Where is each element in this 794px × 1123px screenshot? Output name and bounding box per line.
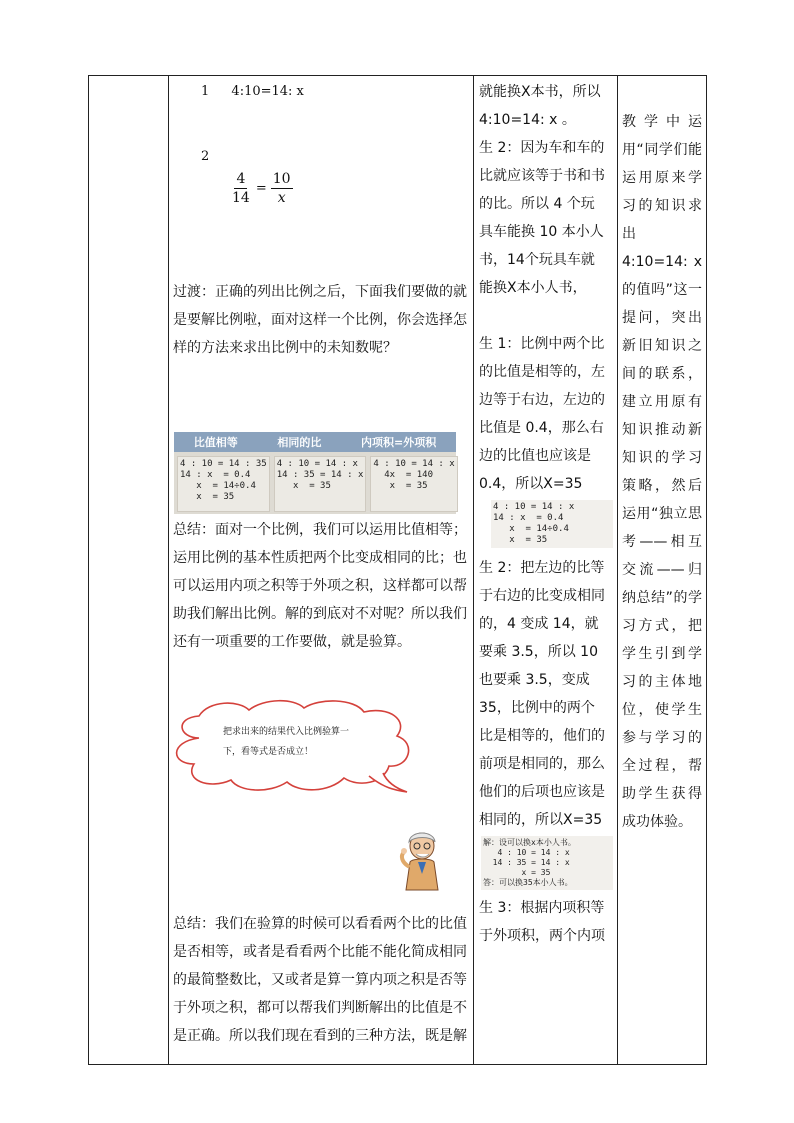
methods-header <box>174 432 456 452</box>
student-answer-2b: 生 2：把左边的比等于右边的比变成相同的，4 变成 14，就要乘 3.5，所以 10 也要乘 3.5，变成 35，比例中的两个比是相等的，他们的前项是相同的，那么他们的后项也应该是相同的，所以X=35 <box>479 560 605 828</box>
summary-text-2: 总结：我们在验算的时候可以看看两个比的比值是否相等，或者是看看两个比能不能化简成相同的最简整数比，又或者是算一算内项之积是否等于外项之积，都可以帮我们判断解出的比值是不是正确。所以我们现在看到的三种方法，既是解 <box>173 916 467 1044</box>
method-box: 4 : 10 = 14 : x 14 : 35 = 14 : x x = 35 <box>274 456 367 512</box>
cloud-text: 把求出来的结果代入比例验算一 下，看等式是否成立！ <box>223 727 350 757</box>
method-box: 4 : 10 = 14 : x 4x = 140 x = 35 <box>370 456 457 512</box>
lesson-table <box>88 75 707 1065</box>
method-header: 相同的比 <box>277 436 322 449</box>
equation-1: 1 4:10=14: x <box>201 84 304 99</box>
methods-boxes <box>174 452 456 516</box>
student-work-2: 解：设可以换x本小人书。 4 : 10 = 14 : x 14 : 35 = 14 : x x = 35 答：可以换35本小人书。 <box>481 836 613 890</box>
student-answer-3: 生 3：根据内项积等于外项积，两个内项 <box>479 900 605 944</box>
cloud-tail <box>369 773 407 792</box>
method-header: 比值相等 <box>193 436 238 449</box>
student-answer-1: 生 1：比例中两个比的比值是相等的，左边等于右边，左边的比值是 0.4，那么右边的比值也应该是 0.4，所以X=35 <box>479 336 605 492</box>
fraction-right: $\frac{10}{x}$ <box>272 171 291 206</box>
method-box: 4 : 10 = 14 : 35 14 : x = 0.4 x = 14÷0.4 x = 35 <box>177 456 270 512</box>
method-header: 内项积=外项积 <box>360 436 437 449</box>
methods-image <box>174 432 456 514</box>
student-activity-column <box>473 76 613 1064</box>
summary-text-1: 总结：面对一个比例，我们可以运用比值相等；运用比例的基本性质把两个比变成相同的比；也可以运用内项之积等于外项之积，这样都可以帮助我们解出比例。解的到底对不对呢？所以我们还有一项重要的工作要做，就是验算。 <box>173 522 467 650</box>
design-intent-text: 教学中运用“同学们能运用原来学习的知识求出 4:10=14: x 的值吗”这一提问，突出新旧知识之间的联系，建立用原有知识推动新知识的学习策略，然后运用“独立思考——相互交流——归纳总结”的学习方式，把学生引到学习的主体地位，使学生参与学习的全过程，帮助学生获得成功体验。 <box>622 114 702 830</box>
transition-text: 过渡：正确的列出比例之后，下面我们要做的就是要解比例啦，面对这样一个比例，你会选择怎样的方法来求出比例中的未知数呢？ <box>173 284 467 356</box>
teaching-process-column <box>168 76 473 1064</box>
fraction-equation: $\frac{4}{14}$ = $\frac{10}{x}$ <box>232 171 291 206</box>
design-intent-column <box>617 76 707 1064</box>
student-answer-cont: 就能换X本书，所以4:10=14: x 。 <box>479 84 601 128</box>
teacher-cartoon-icon <box>398 828 442 894</box>
student-work-1: 4 : 10 = 14 : x 14 : x = 0.4 x = 14÷0.4 x = 35 <box>491 500 613 548</box>
student-answer-2a: 生 2：因为车和车的比就应该等于书和书的比。所以 4 个玩具车能换 10 本小人书，14个玩具车就能换X本小人书， <box>479 140 605 296</box>
equation-2-label: 2 <box>201 149 210 164</box>
stage-column <box>89 76 168 1064</box>
fraction-left: $\frac{4}{14}$ <box>232 171 250 206</box>
